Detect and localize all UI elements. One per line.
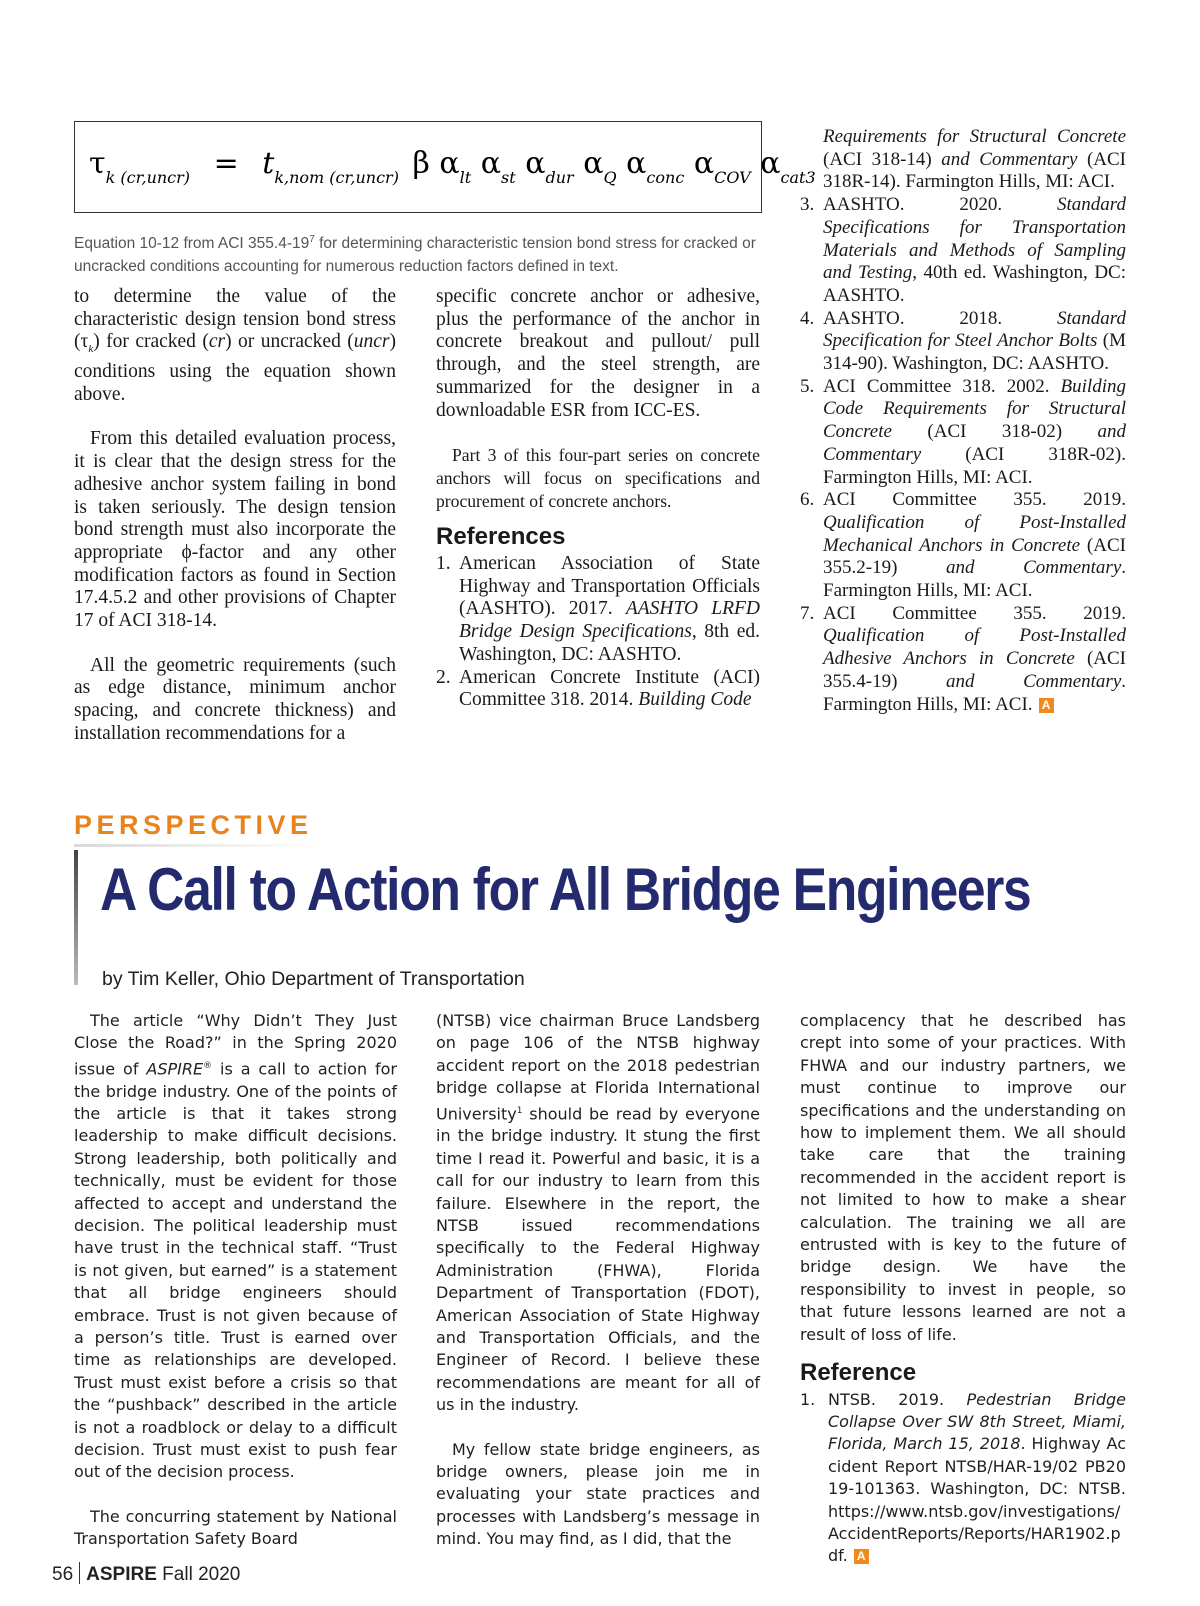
equals-sign: = [213, 146, 239, 181]
beta-symbol: β [412, 146, 430, 181]
equation [89, 146, 816, 187]
paragraph: The article “Why Didn’t They Just Close the Road?” in the Spring 2020 issue of ASPIRE® is a call to action for the bridge industry. One of the points of the article is that it takes strong leadership to make difficult decisions. Strong leadership, both politically and technically, must be evident for those affected to accept and understand the decision. The political leadership must have trust in the technical staff. “Trust is not given, but earned” is a statement that all bridge engineers should embrace. Trust is not given because of a person’s title. Trust is earned over time as relationships are developed. Trust must exist before a crisis so that the “pushback” described in the article is not a roadblock or delay to a difficult decision. Trust must exist to push fear out of the decision process. [74, 1011, 397, 1482]
equation-subscript: cat3 [780, 168, 816, 187]
equation-subscript: k (cr,uncr) [105, 168, 191, 187]
reference-item: 2. American Concrete Institute (ACI) Committee 318. 2014. Building Code [436, 666, 760, 711]
aspire-end-icon: A [854, 1549, 869, 1564]
page-number: 56 [52, 1564, 74, 1585]
references-list [436, 553, 760, 712]
alpha-symbol: α [439, 146, 460, 181]
t-symbol: t [262, 146, 275, 181]
equation-subscript: COV [714, 168, 751, 187]
equation-subscript: k,nom (cr,uncr) [274, 168, 399, 187]
top-column-3 [800, 126, 1126, 716]
alpha-symbol: α [626, 146, 647, 181]
byline: by Tim Keller, Ohio Department of Transportation [102, 968, 525, 990]
alpha-symbol: α [760, 146, 781, 181]
equation-subscript: conc [646, 168, 685, 187]
section-label: PERSPECTIVE [74, 810, 313, 840]
paragraph: My fellow state bridge engineers, as bridge owners, please join me in evaluating your state practices and processes with Landsberg’s message in mind. You may find, as I did, that the [436, 1439, 760, 1549]
paragraph: From this detailed evaluation process, it is clear that the design stress for the adhesive anchor system failing in bond is taken seriously. The design tension bond strength must also incorporate the appropriate ϕ-factor and any other modification factors as found in Section 17.4.5.2 and other provisions of Chapter 17 of ACI 318-14. [74, 428, 396, 632]
article-column-1 [74, 1010, 397, 1551]
paragraph: to determine the value of the characteristic design tension bond stress $(\tau_k)$ for cracked (cr) or uncracked (uncr) conditions using the equation shown above. [74, 286, 396, 405]
alpha-symbol: α [525, 146, 546, 181]
reference-item: 4. AASHTO. 2018. Standard Specification for Steel Anchor Bolts (M 314-90). Washington, DC: AASHTO. [800, 307, 1126, 375]
reference-item: 1. NTSB. 2019. Pedestrian Bridge Collapse Over SW 8th Street, Miami, Florida, March 15, 2018. Highway Accident Report NTSB/HAR-19/02 PB2019-101363. Washington, DC: NTSB. https://www.ntsb.gov/investigations/AccidentReports/Reports/HAR1902.pdf. A [800, 1389, 1126, 1566]
spacer [800, 126, 824, 127]
issue: Fall 2020 [162, 1564, 241, 1585]
equation-box [74, 121, 816, 213]
magazine-name: ASPIRE [86, 1564, 157, 1585]
paragraph: (NTSB) vice chairman Bruce Landsberg on page 106 of the NTSB highway accident report on the 2018 pedestrian bridge collapse at Florida International University$^1$ should be read by everyone in the bridge industry. It stung the first time I read it. Powerful and basic, it is a call for our industry to learn from this failure. Elsewhere in the report, the NTSB issued recommendations specifically to the Federal Highway Administration (FHWA), Florida Department of Transportation (FDOT), American Association of State Highway and Transportation Officials, and the Engineer of Record. I believe these recommendations are meant for all of us in the industry. [436, 1011, 760, 1415]
paragraph: All the geometric requirements (such as edge distance, minimum anchor spacing, and concrete thickness) and installation recommendations for a [74, 654, 396, 744]
references-list-continued [800, 126, 1126, 716]
article-title: A Call to Action for All Bridge Engineers [100, 856, 1031, 923]
equation-caption: Equation 10-12 from ACI $355.4-19^7$ for determining characteristic tension bond stress for cracked or uncracked conditions accounting for numerous reduction factors defined in text. [74, 234, 756, 276]
footer-divider [79, 1562, 80, 1584]
top-column-2 [436, 286, 760, 712]
reference-item: 1. American Association of State Highway and Transportation Officials (AASHTO). 2017. AASHTO LRFD Bridge Design Specifications, 8th ed. Washington, DC: AASHTO. [436, 553, 760, 665]
reference-item: 6. ACI Committee 355. 2019. Qualification of Post-Installed Mechanical Anchors in Concrete (ACI 355.2-19) and Commentary. Farmington Hills, MI: ACI. [800, 489, 1126, 602]
equation-subscript: dur [545, 168, 574, 187]
alpha-symbol: α [480, 146, 502, 181]
paragraph: specific concrete anchor or adhesive, plus the performance of the anchor in concrete breakout and pullout/ pull through, and the steel strength, are summarized for the designer in a downloadable ESR from ICC-ES. [436, 286, 760, 421]
aspire-end-icon: A [1039, 698, 1054, 713]
equation-subscript: Q [603, 168, 617, 187]
article-column-2 [436, 1010, 760, 1551]
references-heading: References [436, 523, 566, 551]
reference-item: Requirements for Structural Concrete (ACI 318-14) and Commentary (ACI 318R-14). Farmington Hills, MI: ACI. [823, 126, 1127, 193]
equation-subscript: lt [459, 168, 472, 187]
paragraph: complacency that he described has crept into some of your practices. With FHWA and our industry partners, we must continue to improve our specifications and the understanding on how to implement them. We all should take care that the training recommended in the accident report is not limited to how to make a shear calculation. The training we all are entrusted with is key to the future of bridge design. We have the responsibility to invest in people, so that future lessons learned are not a result of loss of life. [800, 1011, 1126, 1344]
reference-item: 5. ACI Committee 318. 2002. Building Code Requirements for Structural Concrete (ACI 318-02) and Commentary (ACI 318R-02). Farmington Hills, MI: ACI. [800, 375, 1126, 488]
section-rule [74, 844, 324, 847]
paragraph: The concurring statement by National Transportation Safety Board [74, 1506, 397, 1549]
reference-heading: Reference [800, 1359, 917, 1387]
article-column-3 [800, 1010, 1126, 1568]
reference-item: 7. ACI Committee 355. 2019. Qualification of Post-Installed Adhesive Anchors in Concrete (ACI 355.4-19) and Commentary. Farmington Hills, MI: ACI. A [800, 602, 1126, 715]
reference-list [800, 1389, 1126, 1568]
equation-subscript: st [501, 168, 516, 187]
alpha-symbol: α [583, 146, 604, 181]
page-footer [52, 1562, 240, 1586]
tau-symbol: τ [89, 146, 106, 181]
top-column-1 [74, 286, 396, 746]
reference-item: 3. AASHTO. 2020. Standard Specifications for Transportation Materials and Methods of Sampling and Testing, 40th ed. Washington, DC: AASHTO. [800, 194, 1126, 306]
alpha-symbol: α [693, 146, 715, 181]
paragraph: Part 3 of this four-part series on concrete anchors will focus on specifications and procurement of concrete anchors. [436, 445, 760, 511]
title-accent-bar [74, 850, 78, 985]
